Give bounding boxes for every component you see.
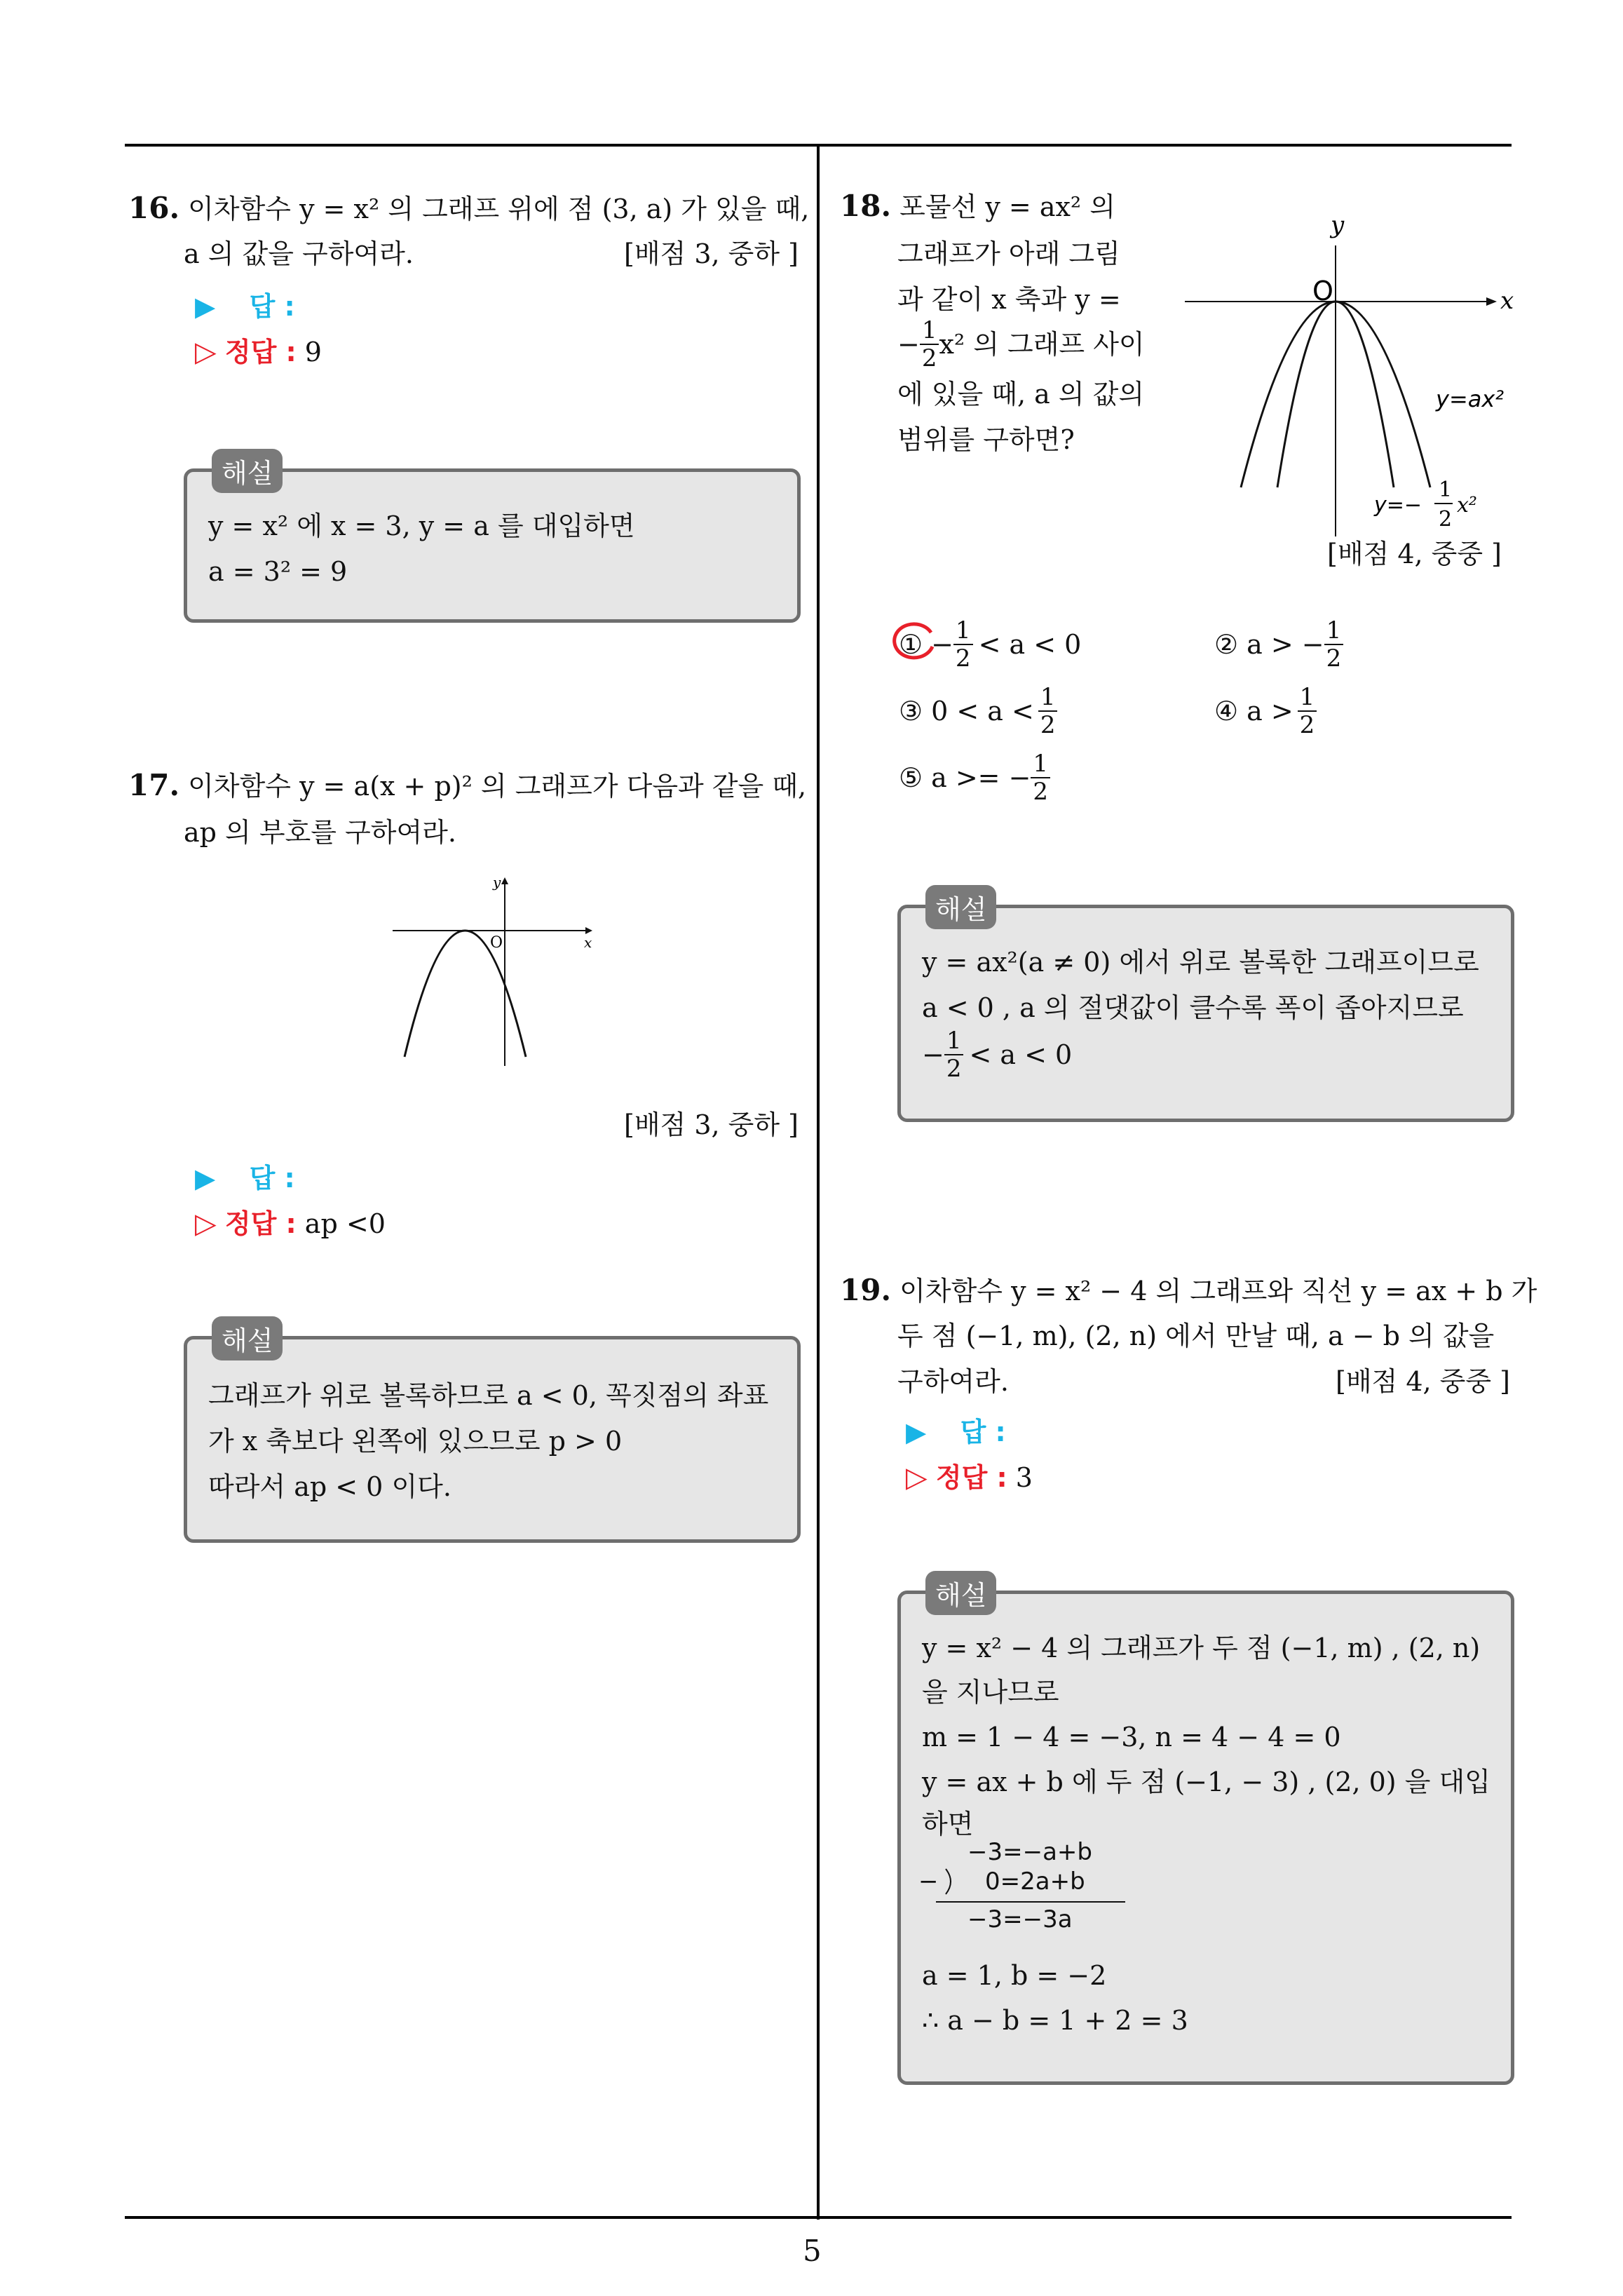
option-text-tail: < a < 0 — [978, 629, 1082, 660]
numerator: 1 — [1324, 617, 1344, 645]
question-text: ap 의 부호를 구하여라. — [184, 817, 456, 848]
question-text: 그래프가 아래 그림 — [897, 238, 1120, 269]
question-text: 이차함수 y = x² 의 그래프 위에 점 (3, a) 가 있을 때, — [188, 194, 810, 224]
answer-row — [195, 1156, 295, 1201]
denominator: 2 — [946, 1055, 962, 1083]
play-outline-icon: ▷ — [195, 336, 217, 368]
fraction — [944, 1027, 964, 1082]
correct-answer-row — [195, 330, 322, 374]
parabola-graph — [389, 873, 599, 1069]
answer-label: 답 : — [249, 1163, 295, 1194]
explanation-line: 그래프가 위로 볼록하므로 a < 0, 꼭짓점의 좌표 — [208, 1380, 769, 1411]
answer-label: 답 : — [960, 1417, 1006, 1447]
option-2[interactable] — [1214, 617, 1343, 672]
option-text: a > − — [1247, 629, 1324, 660]
question-text: 이차함수 y = x² − 4 의 그래프와 직선 y = ax + b 가 — [899, 1276, 1537, 1306]
explanation-tag: 해설 — [925, 1571, 996, 1615]
fraction — [920, 317, 939, 372]
axis-x-label: x — [1500, 287, 1514, 315]
question-text-tail: x² 의 그래프 사이 — [939, 329, 1145, 360]
explanation-box — [897, 905, 1514, 1122]
correct-value: ap <0 — [304, 1208, 386, 1239]
axis-y-label: y — [1331, 211, 1345, 239]
numerator: 1 — [944, 1027, 964, 1055]
answer-row — [906, 1410, 1006, 1454]
fraction — [1298, 684, 1317, 738]
option-text: 0 < a < — [931, 696, 1034, 727]
explanation-box — [184, 1336, 801, 1543]
calc-row: 0=2a+b — [985, 1868, 1085, 1896]
axis-y-label: y — [493, 874, 501, 891]
numerator: 1 — [953, 617, 973, 645]
denominator: 2 — [955, 644, 971, 673]
numerator: 1 — [920, 317, 939, 345]
correct-answer-row — [906, 1455, 1033, 1500]
option-text: − — [931, 629, 953, 660]
question-text — [897, 317, 1145, 372]
explanation-line: 가 x 축보다 왼쪽에 있으므로 p > 0 — [208, 1426, 623, 1457]
calc-rule — [936, 1901, 1125, 1903]
score-label: [배점 3, 중하 ] — [624, 1109, 799, 1140]
option-mark: ③ — [899, 696, 923, 727]
origin-label: O — [490, 934, 503, 952]
explanation-line: a = 3² = 9 — [208, 556, 348, 587]
denominator: 2 — [1299, 711, 1315, 739]
score-label: [배점 3, 중하 ] — [624, 238, 799, 269]
calc-row: −3=−a+b — [967, 1838, 1093, 1866]
page-number: 5 — [803, 2234, 822, 2268]
play-icon: ▶ — [906, 1417, 927, 1447]
option-text: a >= − — [931, 762, 1031, 793]
question-text: 에 있을 때, a 의 값의 — [897, 379, 1145, 410]
question-number: 19. — [840, 1273, 892, 1307]
answer-row — [195, 284, 295, 329]
question-number: 16. — [128, 191, 180, 225]
curve-label-half: y=− — [1374, 493, 1422, 518]
correct-answer-row — [195, 1201, 386, 1246]
explanation-tag: 해설 — [925, 885, 996, 929]
minus-sign: − — [922, 1039, 944, 1070]
parabolas-graph — [1178, 203, 1528, 540]
bottom-rule — [125, 2216, 1512, 2219]
play-outline-icon: ▷ — [195, 1208, 217, 1240]
explanation-line: y = x² 에 x = 3, y = a 를 대입하면 — [208, 511, 635, 541]
explanation-line: y = ax + b 에 두 점 (−1, − 3) , (2, 0) 을 대입 — [922, 1767, 1490, 1797]
question-number: 17. — [128, 768, 180, 802]
correct-label: 정답 : — [224, 1208, 297, 1239]
explanation-line: m = 1 − 4 = −3, n = 4 − 4 = 0 — [922, 1722, 1341, 1753]
question-number: 18. — [840, 189, 892, 223]
explanation-line: a = 1, b = −2 — [922, 1960, 1107, 1991]
selected-circle-icon — [890, 620, 939, 662]
numerator: 1 — [1031, 750, 1050, 778]
option-4[interactable] — [1214, 684, 1317, 738]
denominator: 2 — [1040, 711, 1056, 739]
column-divider — [817, 144, 820, 2220]
option-text: a > — [1247, 696, 1293, 727]
question-text: 구하여라. — [897, 1366, 1009, 1397]
score-label: [배점 4, 중중 ] — [1327, 539, 1502, 569]
explanation-line: y = x² − 4 의 그래프가 두 점 (−1, m) , (2, n) — [922, 1633, 1481, 1663]
question-text: 이차함수 y = a(x + p)² 의 그래프가 다음과 같을 때, — [188, 771, 807, 802]
explanation-line: 따라서 ap < 0 이다. — [208, 1471, 451, 1502]
denominator: 2 — [1326, 644, 1342, 673]
question-text: 포물선 y = ax² 의 — [899, 191, 1115, 222]
question-text: 범위를 구하면? — [897, 424, 1075, 455]
option-mark: ① — [899, 629, 923, 660]
play-icon: ▶ — [195, 291, 216, 322]
option-mark: ② — [1214, 629, 1239, 660]
question-text: 과 같이 x 축과 y = — [897, 284, 1121, 315]
option-mark: ④ — [1214, 696, 1239, 727]
correct-label: 정답 : — [935, 1462, 1007, 1493]
curve-label-ax2: y=ax² — [1436, 386, 1505, 412]
explanation-tag: 해설 — [212, 1316, 283, 1360]
numerator: 1 — [1038, 684, 1058, 712]
explanation-line: 하면 — [922, 1809, 974, 1839]
explanation-line — [922, 1027, 1072, 1082]
correct-label: 정답 : — [224, 337, 297, 367]
play-outline-icon: ▷ — [906, 1461, 928, 1494]
option-1[interactable] — [899, 617, 1081, 672]
fraction — [1038, 684, 1058, 738]
axis-x-label: x — [584, 934, 592, 951]
question-text: a 의 값을 구하여라. — [184, 238, 414, 269]
curve-label-half-post: x² — [1457, 493, 1477, 518]
correct-value: 9 — [304, 337, 322, 367]
fraction — [1031, 750, 1050, 805]
elimination-calc — [915, 1838, 1125, 1936]
correct-value: 3 — [1015, 1462, 1033, 1493]
fraction — [1324, 617, 1344, 672]
option-3[interactable] — [899, 684, 1057, 738]
fraction — [953, 617, 973, 672]
origin-label: O — [1312, 276, 1333, 306]
score-label: [배점 4, 중중 ] — [1336, 1366, 1510, 1397]
explanation-box — [897, 1591, 1514, 2085]
explanation-tag: 해설 — [212, 449, 283, 493]
curve-label-half-num: 1 — [1439, 478, 1453, 502]
denominator: 2 — [1033, 778, 1049, 806]
numerator: 1 — [1298, 684, 1317, 712]
curve-label-half-den: 2 — [1439, 507, 1453, 532]
question-text: 두 점 (−1, m), (2, n) 에서 만날 때, a − b 의 값을 — [897, 1321, 1495, 1351]
bracket-icon — [944, 1868, 958, 1896]
denominator: 2 — [921, 344, 937, 372]
explanation-line: ∴ a − b = 1 + 2 = 3 — [922, 2005, 1188, 2036]
play-icon: ▶ — [195, 1163, 216, 1194]
explanation-text-tail: < a < 0 — [969, 1039, 1073, 1070]
option-mark: ⑤ — [899, 762, 923, 793]
explanation-line: 을 지나므로 — [922, 1677, 1059, 1708]
calc-minus: − — [918, 1868, 939, 1896]
minus-sign: − — [897, 329, 920, 360]
explanation-line: a < 0 , a 의 절댓값이 클수록 폭이 좁아지므로 — [922, 992, 1464, 1023]
calc-row: −3=−3a — [967, 1905, 1073, 1933]
option-5[interactable] — [899, 750, 1050, 805]
answer-label: 답 : — [249, 291, 295, 322]
explanation-line: y = ax²(a ≠ 0) 에서 위로 볼록한 그래프이므로 — [922, 947, 1479, 978]
